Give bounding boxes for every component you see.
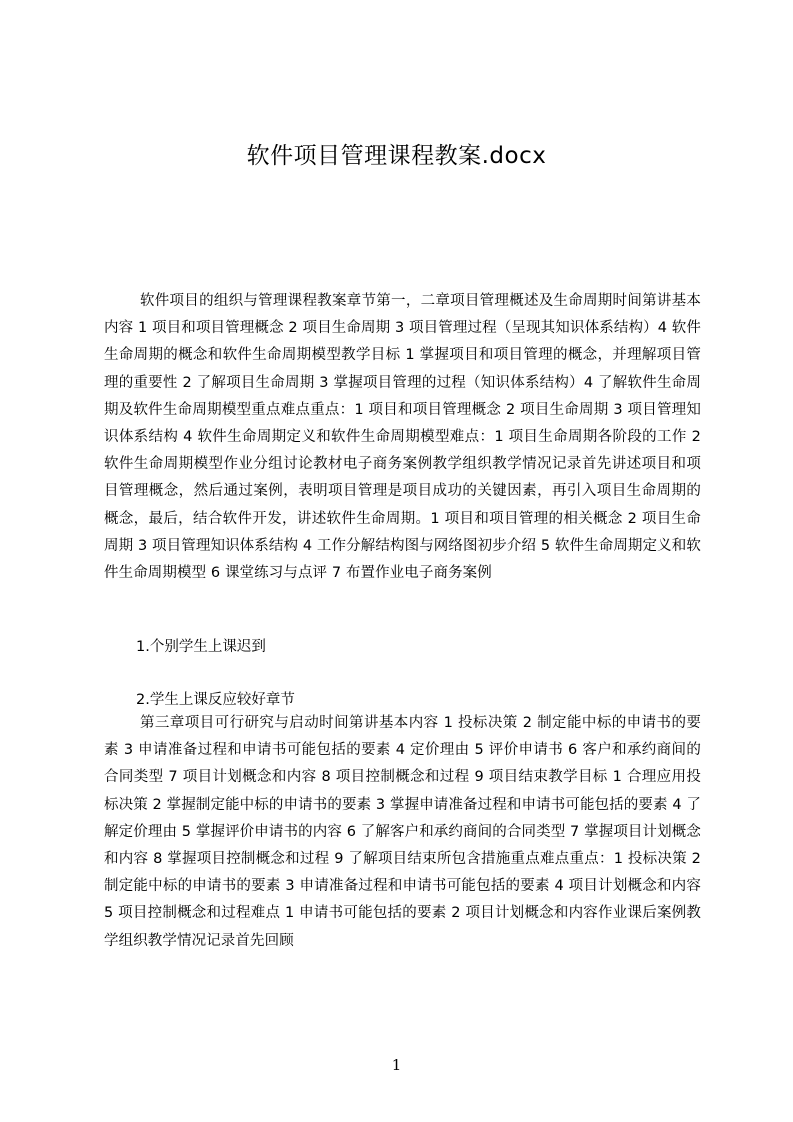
list-item-good-response: 2.学生上课反应较好章节 <box>136 692 295 708</box>
body-paragraph-chapter-1-2: 软件项目的组织与管理课程教案章节第一，二章项目管理概述及生命周期时间第讲基本内容 1 项目和项目管理概念 2 项目生命周期 3 项目管理过程（呈现其知识体系结构）4 软件生命周期的概念和软件生命周期模型教学目标 1 掌握项目和项目管理的概念，并理解项目管理的重要性 2 了解项目生命周期 3 掌握项目管理的过程（知识体系结构）4 了解软件生命周期及软件生命周期模型重点难点重点：1 项目和项目管理概念 2 项目生命周期 3 项目管理知识体系结构 4 软件生命周期定义和软件生命周期模型难点：1 项目生命周期各阶段的工作 2 软件生命周期模型作业分组讨论教材电子商务案例教学组织教学情况记录首先讲述项目和项目管理概念，然后通过案例，表明项目管理是项目成功的关键因素，再引入项目生命周期的概念，最后，结合软件开发，讲述软件生命周期。1 项目和项目管理的相关概念 2 项目生命周期 3 项目管理知识体系结构 4 工作分解结构图与网络图初步介绍 5 软件生命周期定义和软件生命周期模型 6 课堂练习与点评 7 布置作业电子商务案例 <box>104 293 701 582</box>
body-paragraph-chapter-3: 第三章项目可行研究与启动时间第讲基本内容 1 投标决策 2 制定能中标的申请书的要素 3 申请准备过程和申请书可能包括的要素 4 定价理由 5 评价申请书 6 客户和承约商间的合同类型 7 项目计划概念和内容 8 项目控制概念和过程 9 项目结束教学目标 1 合理应用投标决策 2 掌握制定能中标的申请书的要素 3 掌握申请准备过程和申请书可能包括的要素 4 了解定价理由 5 掌握评价申请书的内容 6 了解客户和承约商间的合同类型 7 掌握项目计划概念和内容 8 掌握项目控制概念和过程 9 了解项目结束所包含措施重点难点重点：1 投标决策 2 制定能中标的申请书的要素 3 申请准备过程和申请书可能包括的要素 4 项目计划概念和内容 5 项目控制概念和过程难点 1 申请书可能包括的要素 2 项目计划概念和内容作业课后案例教学组织教学情况记录首先回顾 <box>104 715 701 949</box>
page-number: 1 <box>391 1056 402 1074</box>
list-item-late-students: 1.个别学生上课迟到 <box>136 639 266 655</box>
document-title: 软件项目管理课程教案.docx <box>246 143 547 169</box>
